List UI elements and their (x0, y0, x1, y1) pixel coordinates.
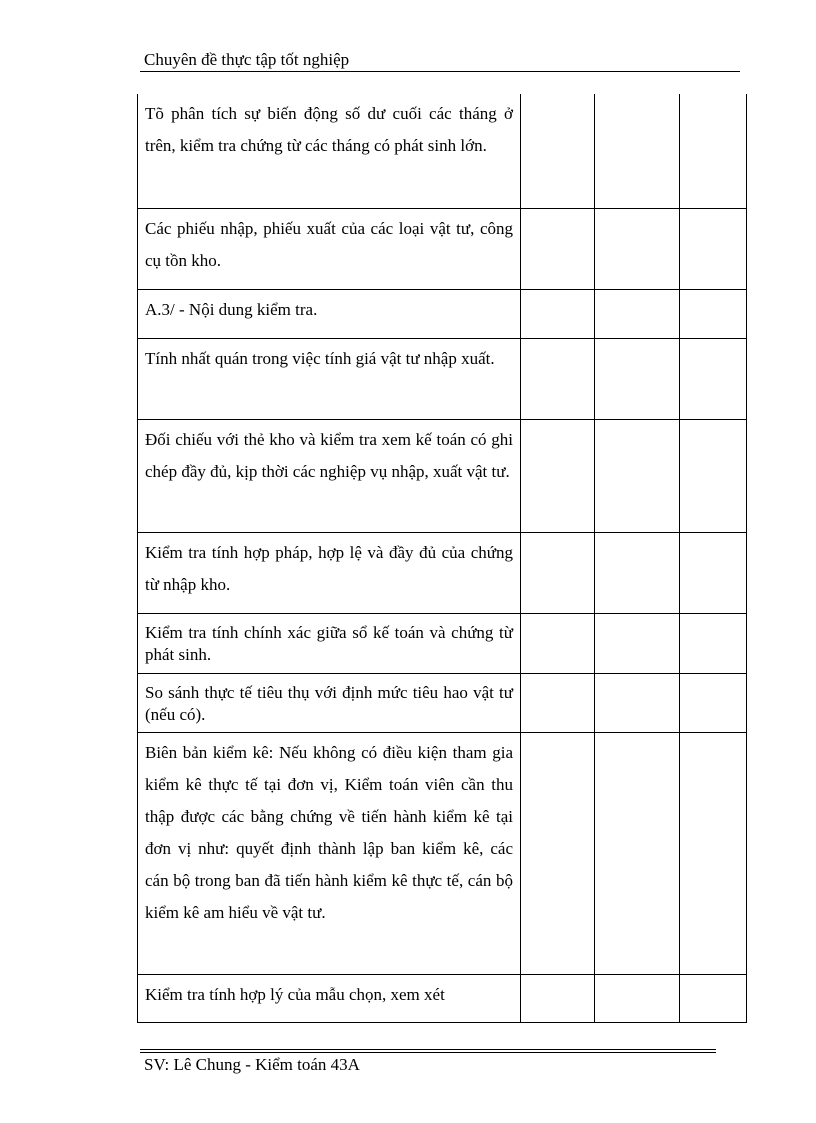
table-row (138, 532, 747, 613)
check-cell (680, 732, 747, 974)
check-cell (680, 208, 747, 289)
procedure-text: Biên bản kiểm kê: Nếu không có điều kiện tham gia kiểm kê thực tế tại đơn vị, Kiểm toán viên cần thu thập được các bằng chứng về tiến hành kiểm kê tại đơn vị như: quyết định thành lập ban kiểm kê, các cán bộ trong ban đã tiến hành kiểm kê thực tế, cán bộ kiểm kê am hiểu về vật tư. (145, 742, 513, 922)
check-cell (680, 94, 747, 208)
check-cell (521, 208, 595, 289)
procedure-cell (138, 613, 521, 673)
check-cell (521, 289, 595, 338)
procedure-text: Kiểm tra tính hợp lý của mẫu chọn, xem xét (145, 984, 445, 1004)
procedure-text: So sánh thực tế tiêu thụ với định mức tiêu hao vật tư (nếu có). (145, 682, 513, 724)
procedure-cell (138, 974, 521, 1022)
check-cell (595, 94, 680, 208)
procedure-text: Tõ phân tích sự biến động số dư cuối các tháng ở trên, kiểm tra chứng từ các tháng có phát sinh lớn. (145, 104, 513, 155)
check-cell (595, 532, 680, 613)
check-cell (521, 613, 595, 673)
check-cell (595, 673, 680, 732)
table-row (138, 94, 747, 208)
table-row (138, 208, 747, 289)
table-row (138, 613, 747, 673)
procedure-cell (138, 732, 521, 974)
procedure-text: Đối chiếu với thẻ kho và kiểm tra xem kế toán có ghi chép đầy đủ, kịp thời các nghiệp vụ nhập, xuất vật tư. (145, 429, 513, 481)
check-cell (521, 94, 595, 208)
table-row (138, 974, 747, 1022)
table-row (138, 338, 747, 419)
procedure-cell (138, 208, 521, 289)
header-rule (140, 71, 740, 72)
procedure-cell (138, 532, 521, 613)
check-cell (595, 974, 680, 1022)
check-cell (680, 974, 747, 1022)
procedure-cell (138, 338, 521, 419)
check-cell (595, 419, 680, 532)
audit-procedure-table (137, 94, 747, 1023)
procedure-text: A.3/ - Nội dung kiểm tra. (145, 299, 318, 319)
check-cell (521, 673, 595, 732)
check-cell (595, 613, 680, 673)
check-cell (680, 613, 747, 673)
table-row (138, 673, 747, 732)
check-cell (680, 532, 747, 613)
check-cell (680, 419, 747, 532)
check-cell (680, 289, 747, 338)
procedure-text: Tính nhất quán trong việc tính giá vật tư nhập xuất. (145, 348, 495, 368)
footer-rule (140, 1049, 716, 1050)
check-cell (521, 974, 595, 1022)
check-cell (521, 532, 595, 613)
check-cell (595, 289, 680, 338)
procedure-cell (138, 94, 521, 208)
procedure-text: Các phiếu nhập, phiếu xuất của các loại vật tư, công cụ tồn kho. (145, 218, 513, 270)
check-cell (521, 732, 595, 974)
check-cell (680, 338, 747, 419)
check-cell (521, 338, 595, 419)
table-row (138, 419, 747, 532)
page-header-title: Chuyên đề thực tập tốt nghiệp (144, 50, 350, 69)
check-cell (595, 338, 680, 419)
table-row (138, 289, 747, 338)
check-cell (595, 732, 680, 974)
table-row (138, 732, 747, 974)
check-cell (680, 673, 747, 732)
procedure-text: Kiểm tra tính hợp pháp, hợp lệ và đầy đủ của chứng từ nhập kho. (145, 542, 513, 594)
check-cell (521, 419, 595, 532)
procedure-text: Kiểm tra tính chính xác giữa sổ kế toán và chứng từ phát sinh. (145, 622, 513, 664)
procedure-cell (138, 673, 521, 732)
page-footer-text: SV: Lê Chung - Kiểm toán 43A (144, 1055, 360, 1074)
footer-rule (140, 1052, 716, 1053)
check-cell (595, 208, 680, 289)
procedure-cell (138, 289, 521, 338)
procedure-cell (138, 419, 521, 532)
